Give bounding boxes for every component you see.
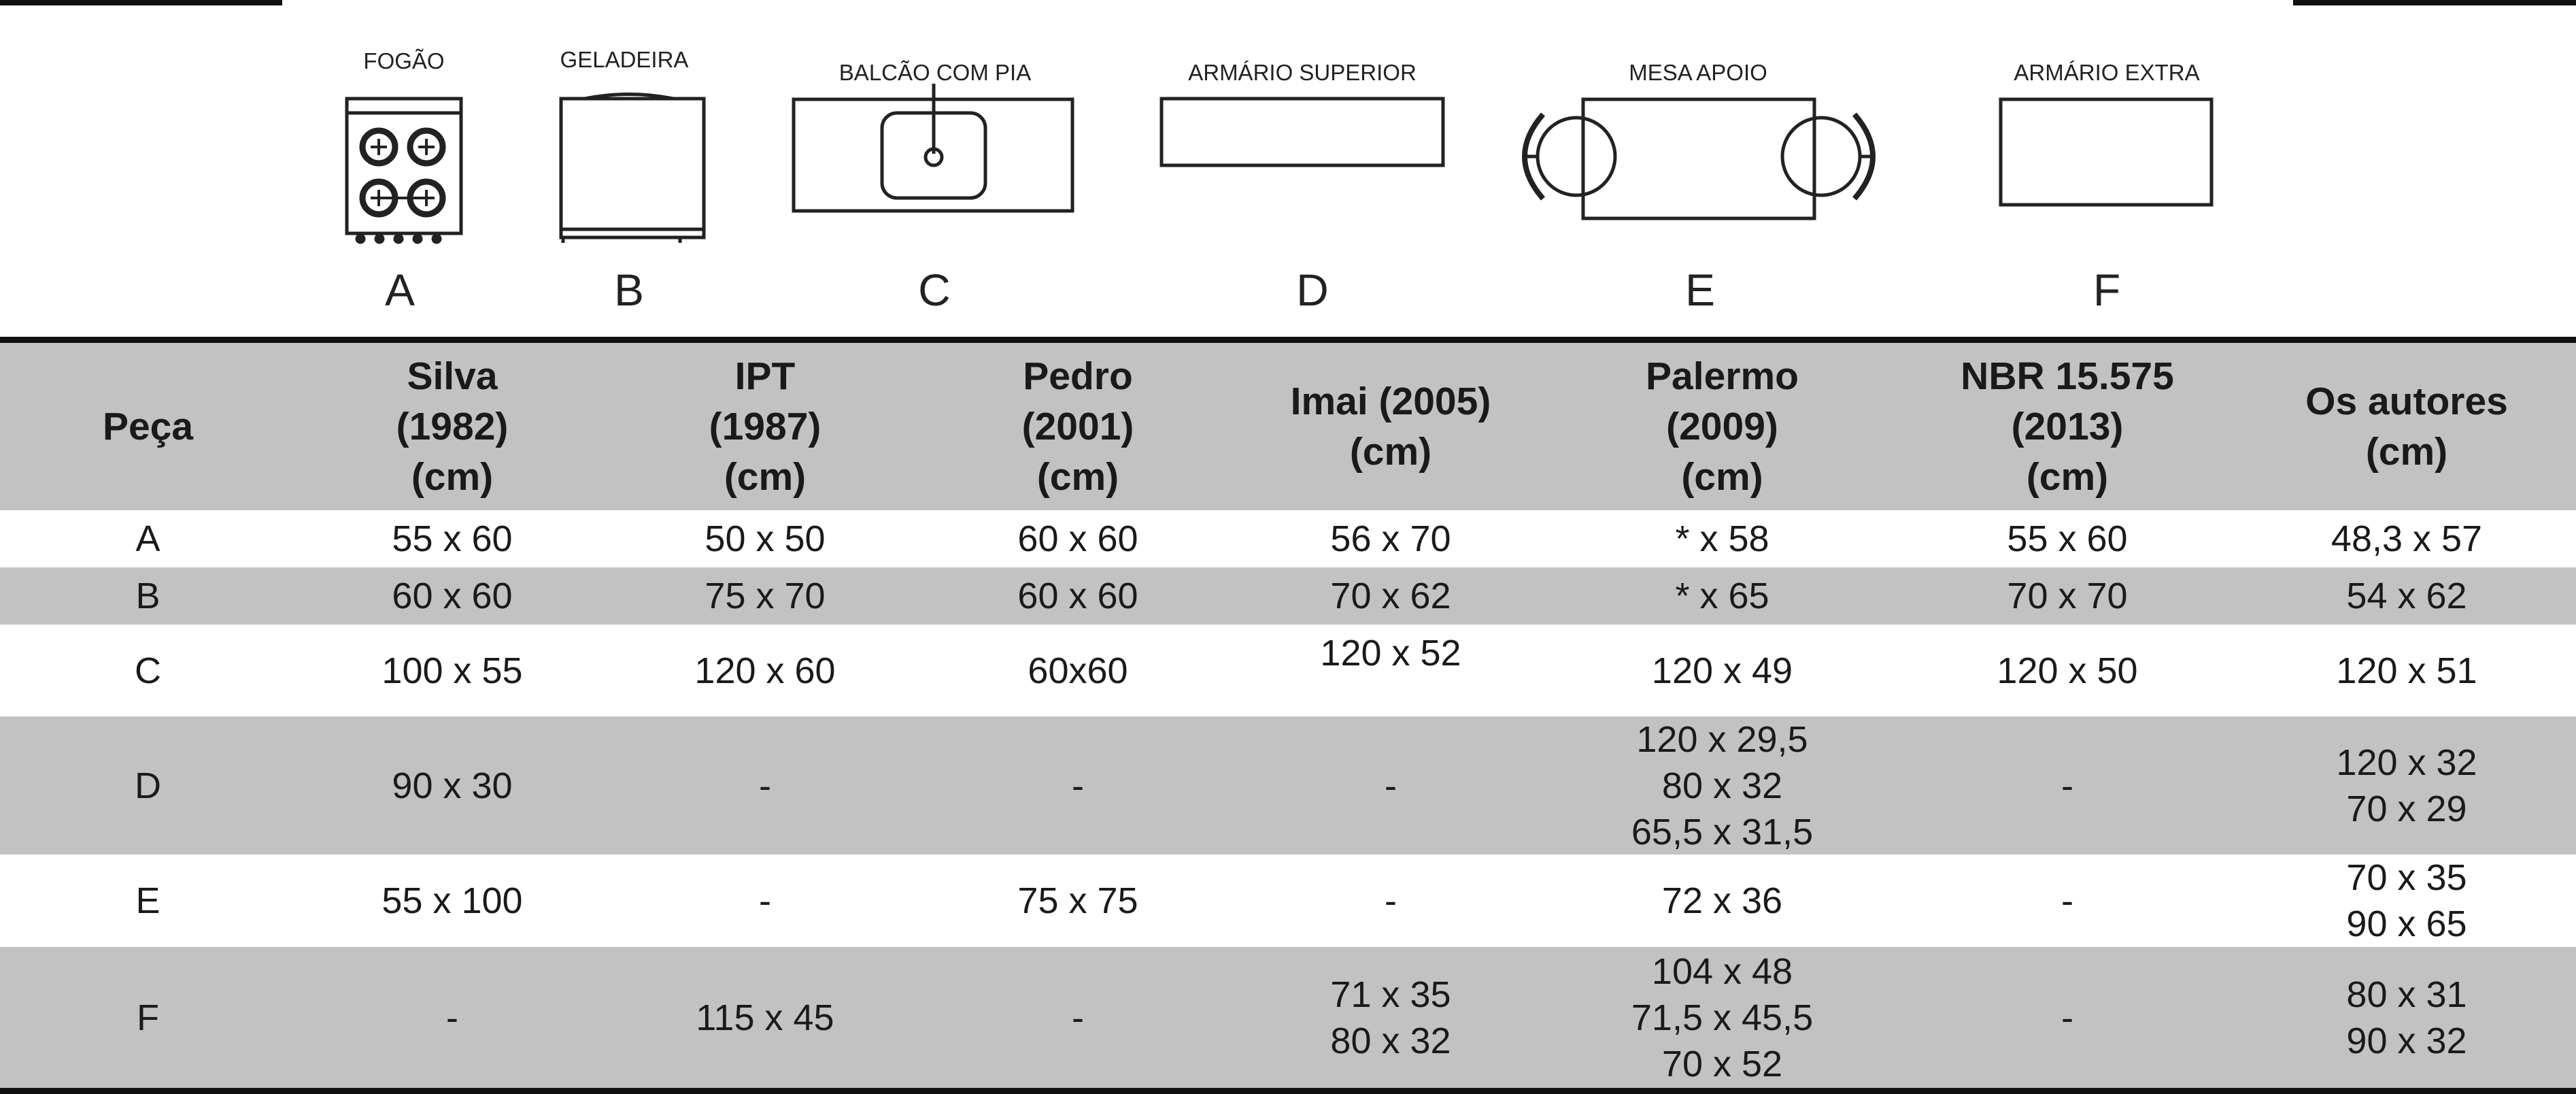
table-row-e	[0, 855, 2576, 947]
table-cell: 54 x 62	[2346, 576, 2467, 616]
table-cell: 115 x 45	[696, 997, 834, 1038]
illustration-letter-c: C	[918, 265, 951, 315]
illustration-letter-f: F	[2092, 265, 2121, 315]
table-cell: -	[2061, 997, 2073, 1038]
table-cell: 120 x 51	[2336, 650, 2477, 691]
illustration-label-d: ARMÁRIO SUPERIOR	[1188, 60, 1417, 85]
top-rule-left	[0, 0, 282, 5]
table-cell: * x 65	[1675, 576, 1769, 616]
illustration-letter-b: B	[613, 265, 645, 315]
table-cell: 75 x 70	[705, 576, 826, 616]
table-row-a	[0, 510, 2576, 567]
table-cell: 104 x 48 71,5 x 45,5 70 x 52	[1631, 950, 1814, 1084]
table-cell: 55 x 100	[382, 880, 523, 921]
table-cell: 70 x 70	[2007, 576, 2128, 616]
table-cell: 60 x 60	[1017, 518, 1138, 559]
illustration-label-e: MESA APOIO	[1629, 60, 1767, 85]
table-cell: 70 x 35 90 x 65	[2346, 857, 2467, 944]
table-cell: -	[759, 765, 771, 806]
table-cell: 120 x 52	[1320, 633, 1461, 674]
table-cell: 60x60	[1028, 650, 1128, 691]
table-cell: 120 x 60	[694, 650, 836, 691]
illustration-label-f: ARMÁRIO EXTRA	[2014, 60, 2200, 85]
furniture-illustrations	[0, 5, 2576, 337]
table-cell: 48,3 x 57	[2331, 518, 2483, 559]
table-row-c	[0, 625, 2576, 716]
table-cell: -	[2061, 880, 2073, 921]
table-header-row	[0, 343, 2576, 510]
header-os-autores: Os autores (cm)	[2305, 380, 2508, 474]
illustration-letter-a: A	[384, 265, 416, 315]
row-label: F	[137, 997, 159, 1038]
table-cell: 120 x 50	[1997, 650, 2138, 691]
row-label: D	[135, 765, 161, 806]
table-row-d	[0, 716, 2576, 855]
table-with-chairs-icon	[1524, 99, 1874, 218]
header-imai: Imai (2005) (cm)	[1290, 380, 1491, 474]
refrigerator-icon	[561, 95, 704, 244]
row-label: E	[135, 880, 160, 921]
table-row-b	[0, 567, 2576, 625]
table-cell: -	[1072, 997, 1084, 1038]
table-cell: -	[2061, 765, 2073, 806]
row-label: B	[135, 576, 160, 616]
table-cell: 56 x 70	[1330, 518, 1451, 559]
illustration-letter-e: E	[1684, 265, 1716, 315]
header-ipt: IPT (1987) (cm)	[709, 354, 821, 499]
table-cell: 72 x 36	[1661, 880, 1783, 921]
table-cell: * x 58	[1675, 518, 1769, 559]
extra-cabinet-icon	[2001, 99, 2211, 205]
upper-cabinet-icon	[1162, 99, 1443, 165]
table-bottom-rule	[0, 1088, 2576, 1094]
header-palermo: Palermo (2009) (cm)	[1646, 354, 1799, 499]
illustration-label-b: GELADEIRA	[560, 47, 689, 72]
header-silva: Silva (1982) (cm)	[396, 354, 509, 499]
table-cell: -	[1385, 765, 1397, 806]
row-label: C	[135, 650, 161, 691]
table-cell: 120 x 29,5 80 x 32 65,5 x 31,5	[1631, 719, 1814, 852]
illustration-letter-d: D	[1296, 265, 1329, 315]
top-rule-right	[2293, 0, 2576, 5]
table-top-rule	[0, 337, 2576, 343]
table-cell: 70 x 62	[1330, 576, 1451, 616]
table-cell: 120 x 32 70 x 29	[2336, 742, 2477, 829]
table-cell: 55 x 60	[2007, 518, 2128, 559]
header-nbr: NBR 15.575 (2013) (cm)	[1961, 354, 2174, 499]
table-cell: 75 x 75	[1017, 880, 1138, 921]
table-cell: 60 x 60	[1017, 576, 1138, 616]
table-cell: -	[1072, 765, 1084, 806]
header-peca: Peça	[102, 405, 194, 448]
table-cell: 80 x 31 90 x 32	[2346, 974, 2467, 1061]
table-row-f	[0, 947, 2576, 1088]
table-cell: 55 x 60	[392, 518, 513, 559]
table-cell: -	[446, 997, 458, 1038]
table-cell: 50 x 50	[705, 518, 826, 559]
header-pedro: Pedro (2001) (cm)	[1021, 354, 1134, 499]
illustration-label-c: BALCÃO COM PIA	[838, 60, 1032, 85]
dimensions-table	[0, 337, 2576, 1094]
row-label: A	[135, 518, 160, 559]
sink-counter-icon	[794, 84, 1072, 211]
table-cell: -	[1385, 880, 1397, 921]
table-cell: 90 x 30	[392, 765, 513, 806]
table-cell: 71 x 35 80 x 32	[1330, 974, 1451, 1061]
stove-icon	[347, 99, 461, 242]
table-cell: 100 x 55	[382, 650, 523, 691]
illustration-label-a: FOGÃO	[363, 48, 445, 73]
table-cell: -	[759, 880, 771, 921]
table-cell: 60 x 60	[392, 576, 513, 616]
table-cell: 120 x 49	[1651, 650, 1793, 691]
